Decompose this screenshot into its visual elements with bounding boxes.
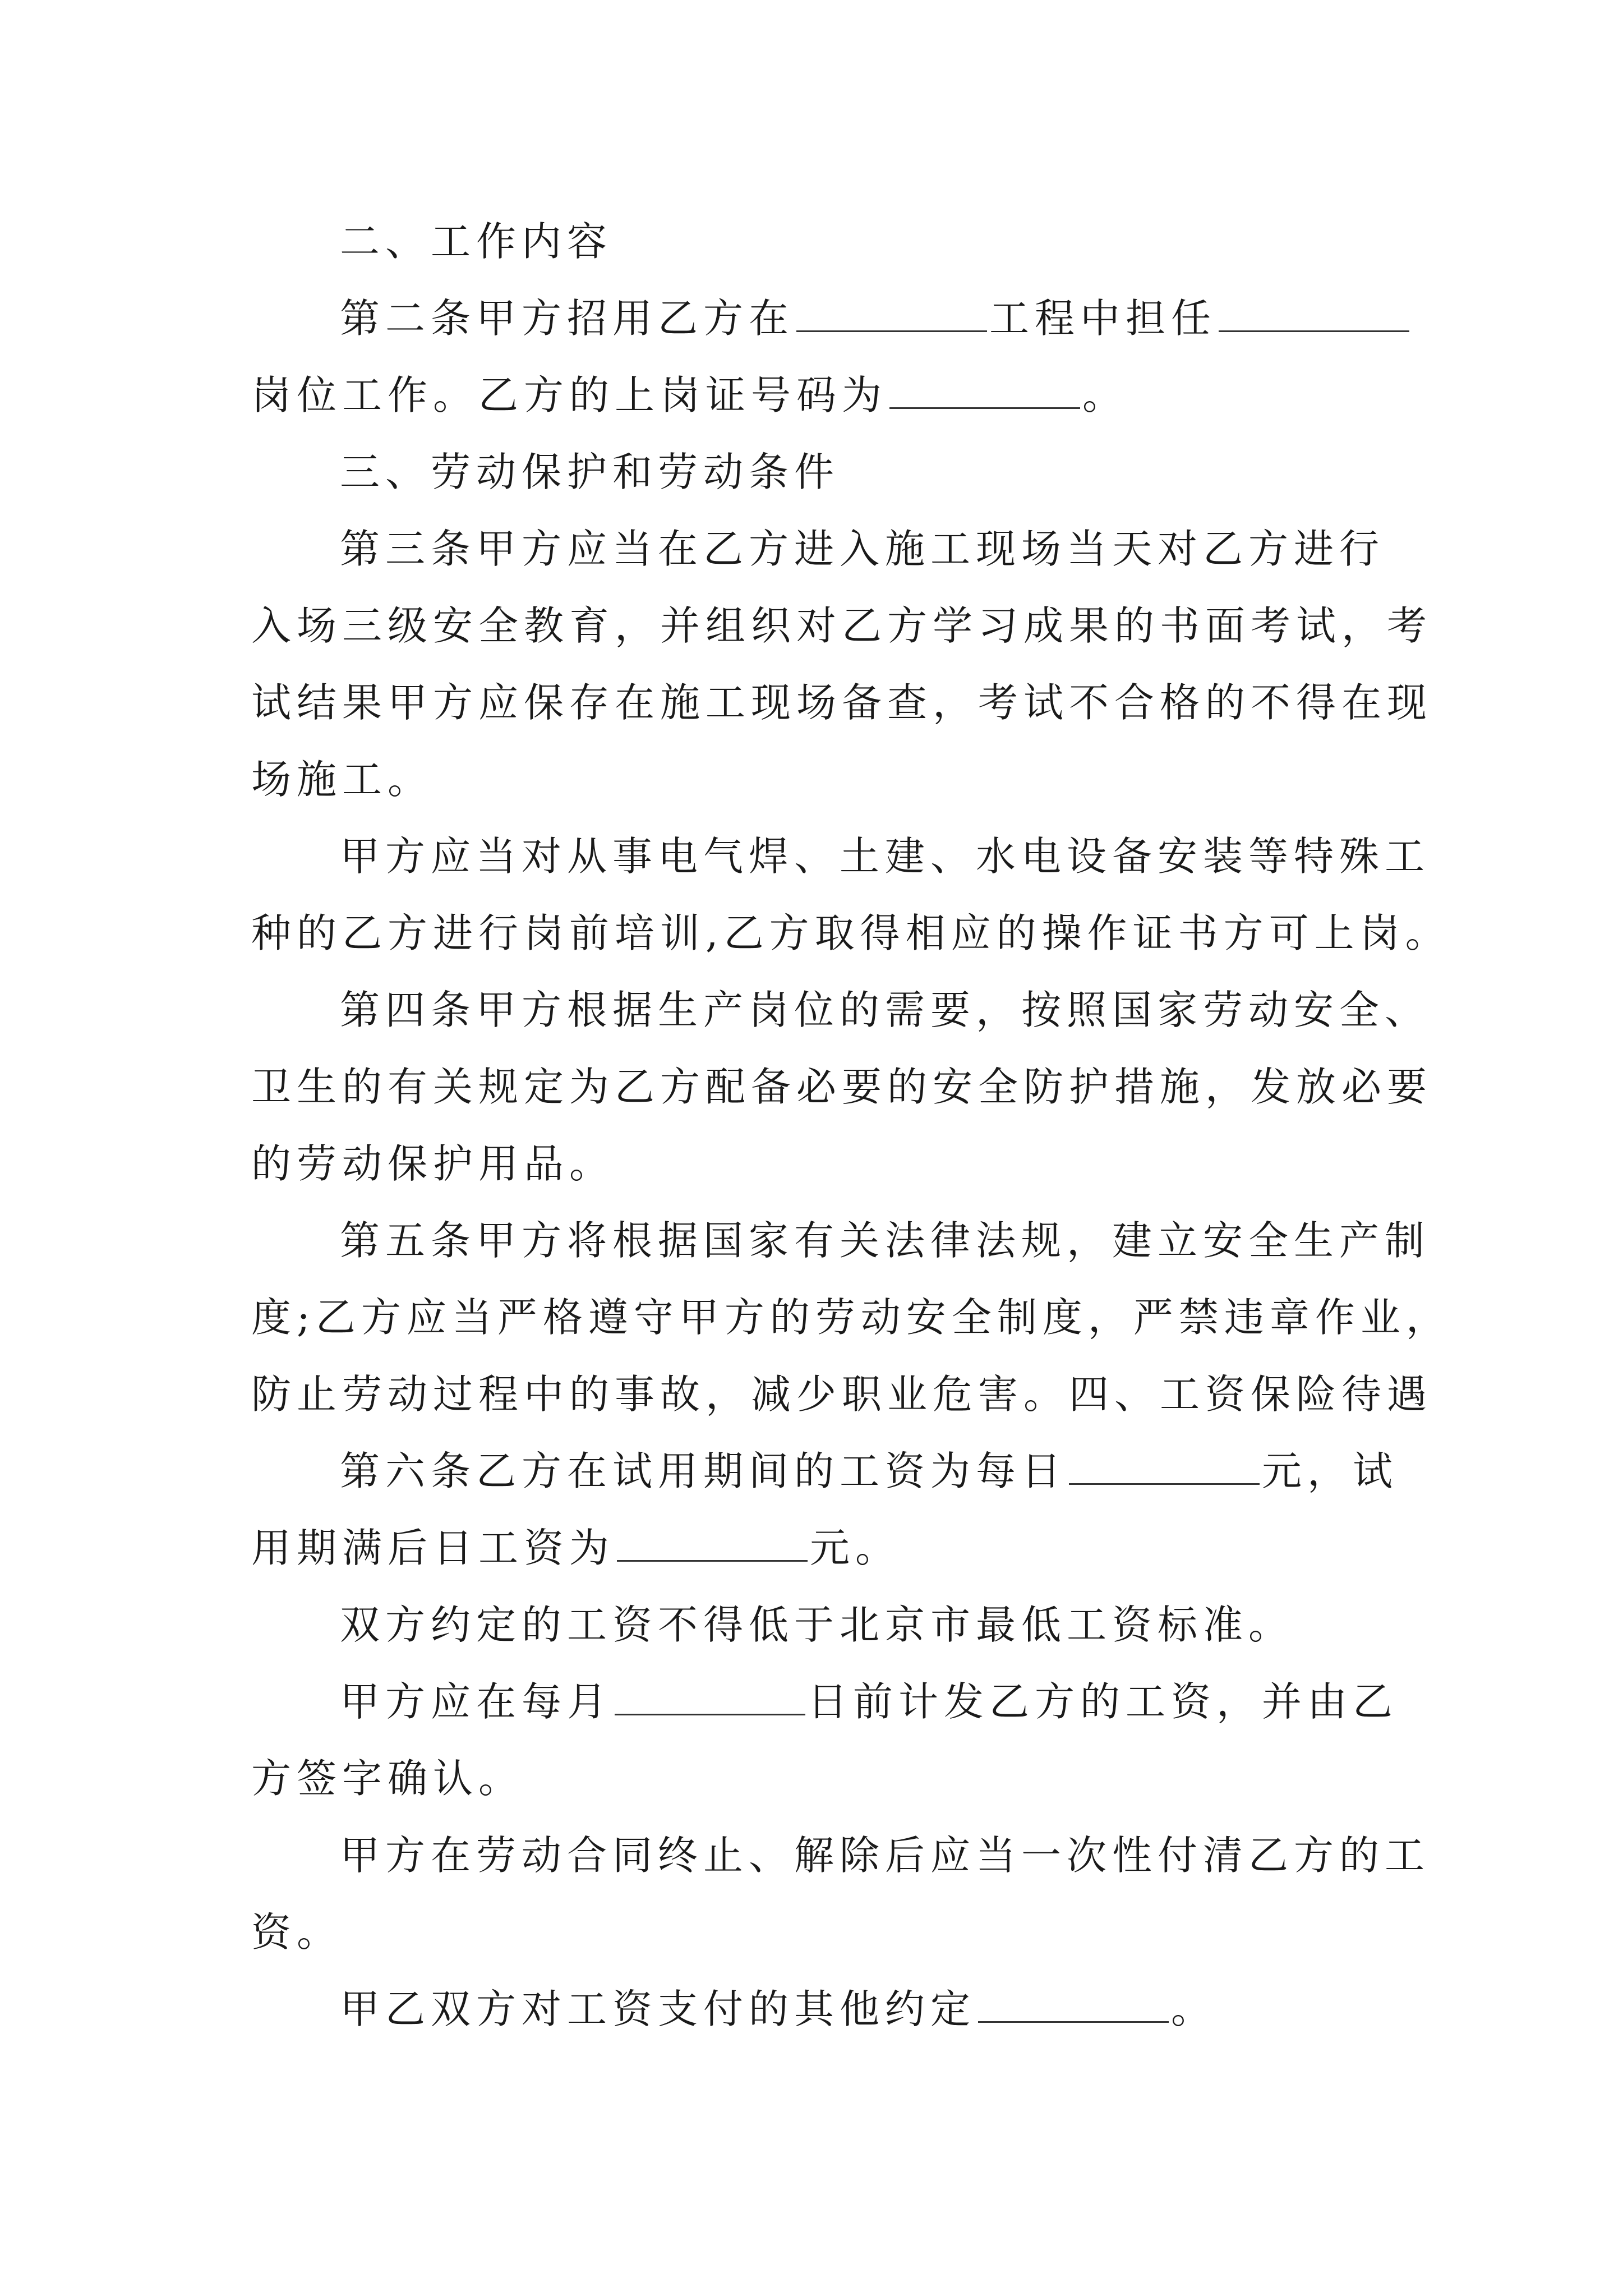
heading-text: 二、工作内容 <box>340 218 613 265</box>
article-6-text-d: 元。 <box>810 1525 901 1571</box>
article-4-line: 的劳动保护用品。 <box>251 1140 615 1187</box>
article-4-line: 卫生的有关规定为乙方配备必要的安全防护措施，发放必要 <box>251 1064 1433 1110</box>
article-5-line: 度;乙方应当严格遵守甲方的劳动安全制度，严禁违章作业， <box>251 1294 1451 1341</box>
other-agreement-text-b: 。 <box>1171 1986 1217 2032</box>
certificate-number-blank[interactable] <box>889 374 1080 409</box>
article-3-line: 场施工。 <box>251 756 434 803</box>
article-6-text-c: 用期满后日工资为 <box>251 1525 615 1571</box>
article-6-text-b: 元，试 <box>1262 1448 1399 1494</box>
minimum-wage-paragraph <box>251 1586 1373 1663</box>
article-6 <box>251 1433 1399 1586</box>
payday-paragraph <box>251 1663 1399 1817</box>
other-agreement-line <box>251 1971 1373 2047</box>
minimum-wage-line: 双方约定的工资不得低于北京市最低工资标准。 <box>340 1602 1294 1648</box>
position-blank[interactable] <box>1219 297 1409 332</box>
payday-line-1 <box>251 1663 1399 1740</box>
termination-line: 资。 <box>251 1909 343 1955</box>
article-5-line: 防止劳动过程中的事故，减少职业危害。四、工资保险待遇 <box>251 1371 1433 1418</box>
probation-wage-blank[interactable] <box>1069 1450 1260 1485</box>
section-2-heading <box>251 203 1373 280</box>
termination-paragraph <box>251 1817 1431 1971</box>
article-2-line-1 <box>251 280 1373 357</box>
article-4-line: 第四条甲方根据生产岗位的需要，按照国家劳动安全、 <box>340 987 1431 1033</box>
article-2-text-a: 第二条甲方招用乙方在 <box>340 295 795 342</box>
daily-wage-blank[interactable] <box>617 1526 808 1562</box>
article-4 <box>251 972 1433 1202</box>
special-training-paragraph <box>251 818 1451 972</box>
termination-line: 甲方在劳动合同终止、解除后应当一次性付清乙方的工 <box>340 1832 1431 1879</box>
payday-text-b: 日前计发乙方的工资，并由乙 <box>808 1678 1399 1725</box>
other-agreement-paragraph <box>251 1971 1373 2047</box>
article-5 <box>251 1202 1451 1433</box>
article-6-text-a: 第六条乙方在试用期间的工资为每日 <box>340 1448 1067 1494</box>
article-3 <box>251 510 1433 818</box>
article-2-line-2 <box>251 357 1373 434</box>
article-3-line: 第三条甲方应当在乙方进入施工现场当天对乙方进行 <box>340 526 1385 572</box>
other-agreement-text-a: 甲乙双方对工资支付的其他约定 <box>340 1986 976 2032</box>
payday-text-a: 甲方应在每月 <box>340 1678 613 1725</box>
article-6-line-1 <box>251 1433 1399 1510</box>
heading-text: 三、劳动保护和劳动条件 <box>340 449 840 495</box>
article-2-text-c: 岗位工作。乙方的上岗证号码为 <box>251 372 888 418</box>
payday-line-2: 方签字确认。 <box>251 1755 524 1802</box>
article-2 <box>251 280 1373 434</box>
training-line: 甲方应当对从事电气焊、土建、水电设备安装等特殊工 <box>340 833 1431 880</box>
other-agreement-blank[interactable] <box>978 1987 1169 2023</box>
article-3-line: 入场三级安全教育，并组织对乙方学习成果的书面考试，考 <box>251 602 1433 649</box>
training-line: 种的乙方进行岗前培训,乙方取得相应的操作证书方可上岗。 <box>251 910 1451 956</box>
article-3-line: 试结果甲方应保存在施工现场备查，考试不合格的不得在现 <box>251 679 1433 726</box>
article-2-text-d: 。 <box>1082 372 1128 418</box>
project-name-blank[interactable] <box>796 297 987 332</box>
article-2-text-b: 工程中担任 <box>989 295 1217 342</box>
section-3-heading <box>251 434 1373 510</box>
payday-blank[interactable] <box>615 1680 805 1715</box>
article-5-line: 第五条甲方将根据国家有关法律法规，建立安全生产制 <box>340 1217 1431 1264</box>
article-6-line-2 <box>251 1510 1373 1586</box>
